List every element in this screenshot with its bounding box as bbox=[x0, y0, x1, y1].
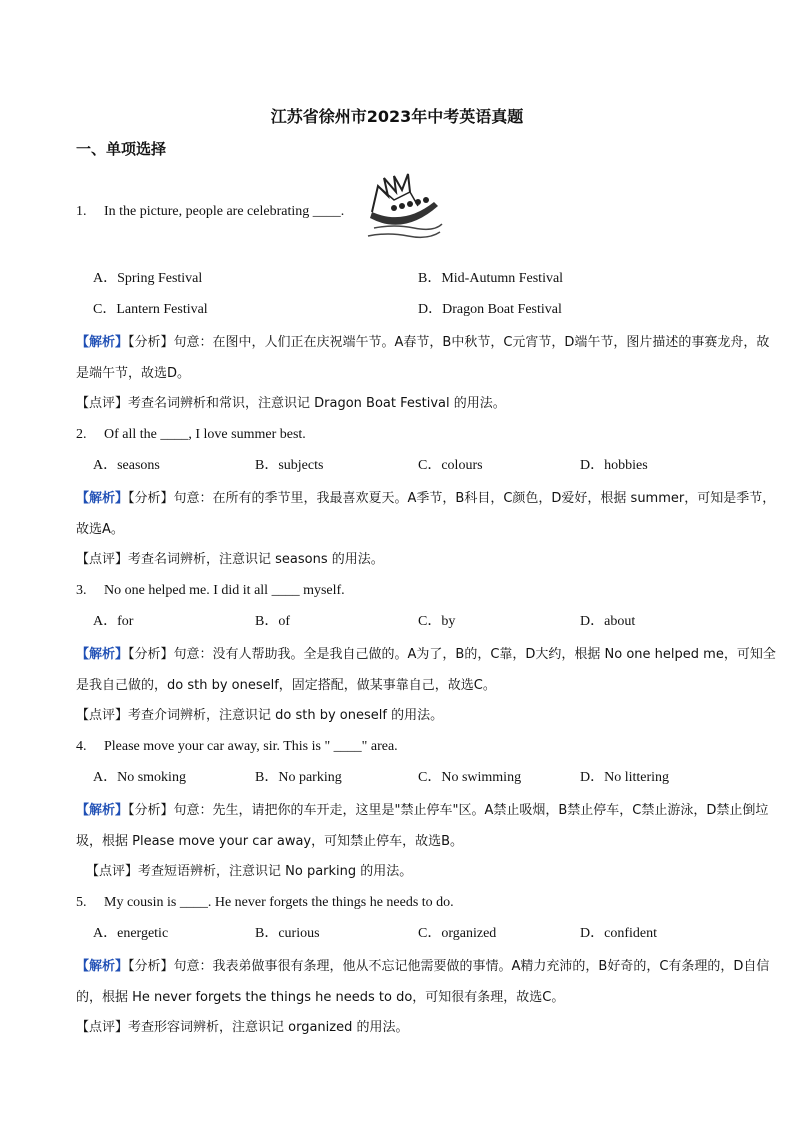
analysis-text: 【分析】句意：在所有的季节里，我最喜欢夏天。A季节，B科目，C颜色，D爱好，根据 summer，可知是季节，故选A。 bbox=[76, 491, 776, 537]
question-1-stem bbox=[76, 203, 344, 221]
option-b: B．subjects bbox=[255, 458, 324, 473]
option-d: D．No littering bbox=[580, 770, 670, 785]
question-text: No one helped me. I did it all ____ myself. bbox=[104, 583, 345, 598]
question-4-stem bbox=[76, 738, 398, 756]
question-number: 4. bbox=[76, 739, 87, 754]
question-number: 2. bbox=[76, 427, 87, 442]
option-b: B．No parking bbox=[255, 770, 342, 785]
analysis-text: 【分析】句意：我表弟做事很有条理，他从不忘记他需要做的事情。A精力充沛的，B好奇的，C有条理的，D自信的，根据 He never forgets the things he needs to do，可知很有条理，故选C。 bbox=[76, 959, 770, 1005]
question-3-stem bbox=[76, 582, 345, 600]
question-2-stem bbox=[76, 426, 306, 444]
comment-3 bbox=[76, 707, 443, 725]
analysis-tag: 【解析】 bbox=[76, 647, 129, 662]
comment-tag: 【点评】 bbox=[76, 708, 129, 723]
option-c: C．by bbox=[418, 614, 456, 629]
question-text: My cousin is ____. He never forgets the things he needs to do. bbox=[104, 895, 454, 910]
option-c: C．No swimming bbox=[418, 770, 522, 785]
option-c: C．organized bbox=[418, 926, 497, 941]
analysis-text: 【分析】句意：在图中，人们正在庆祝端午节。A春节，B中秋节，C元宵节，D端午节，图片描述的事赛龙舟，故是端午节，故选D。 bbox=[76, 335, 770, 381]
analysis-tag: 【解析】 bbox=[76, 959, 129, 974]
question-text: Please move your car away, sir. This is " ____" area. bbox=[104, 739, 398, 754]
option-d: D．Dragon Boat Festival bbox=[418, 302, 562, 317]
section-heading: 一、单项选择 bbox=[76, 140, 167, 158]
analysis-text: 【分析】句意：先生，请把你的车开走，这里是"禁止停车"区。A禁止吸烟，B禁止停车，C禁止游泳，D禁止倒垃圾，根据 Please move your car away，可知禁止停车，故选B。 bbox=[76, 803, 769, 849]
question-number: 5. bbox=[76, 895, 87, 910]
comment-text: 考查形容词辨析，注意识记 organized 的用法。 bbox=[128, 1020, 409, 1035]
option-d: D．confident bbox=[580, 926, 657, 941]
comment-tag: 【点评】 bbox=[86, 864, 139, 879]
option-b: B．Mid-Autumn Festival bbox=[418, 271, 564, 286]
question-number: 1. bbox=[76, 204, 87, 219]
analysis-5 bbox=[76, 951, 776, 1013]
option-a: A．energetic bbox=[93, 926, 169, 941]
comment-text: 考查介词辨析，注意识记 do sth by oneself 的用法。 bbox=[128, 708, 444, 723]
option-a: A．No smoking bbox=[93, 770, 186, 785]
comment-2 bbox=[76, 551, 384, 569]
analysis-1 bbox=[76, 327, 776, 389]
dragon-boat-picture bbox=[364, 166, 444, 246]
comment-text: 考查短语辨析，注意识记 No parking 的用法。 bbox=[138, 864, 413, 879]
comment-text: 考查名词辨析和常识，注意识记 Dragon Boat Festival 的用法。 bbox=[128, 396, 506, 411]
comment-tag: 【点评】 bbox=[76, 552, 129, 567]
question-text: In the picture, people are celebrating ____. bbox=[104, 204, 345, 219]
analysis-3 bbox=[76, 639, 776, 701]
option-a: A．seasons bbox=[93, 458, 160, 473]
question-text: Of all the ____, I love summer best. bbox=[104, 427, 306, 442]
analysis-4 bbox=[76, 795, 776, 857]
option-c: C．Lantern Festival bbox=[93, 302, 208, 317]
option-c: C．colours bbox=[418, 458, 483, 473]
analysis-tag: 【解析】 bbox=[76, 335, 129, 350]
comment-1 bbox=[76, 395, 506, 413]
page-title: 江苏省徐州市2023年中考英语真题 bbox=[270, 107, 524, 126]
comment-tag: 【点评】 bbox=[76, 1020, 129, 1035]
option-b: B．of bbox=[255, 614, 290, 629]
comment-4 bbox=[86, 863, 412, 881]
comment-5 bbox=[76, 1019, 409, 1037]
option-d: D．about bbox=[580, 614, 636, 629]
analysis-tag: 【解析】 bbox=[76, 491, 129, 506]
analysis-text: 【分析】句意：没有人帮助我。全是我自己做的。A为了，B的，C靠，D大约，根据 No one helped me，可知全是我自己做的，do sth by oneself，固定搭配，做某事靠自己，故选C。 bbox=[76, 647, 776, 693]
question-5-stem bbox=[76, 894, 454, 912]
comment-tag: 【点评】 bbox=[76, 396, 129, 411]
analysis-tag: 【解析】 bbox=[76, 803, 129, 818]
question-number: 3. bbox=[76, 583, 87, 598]
option-b: B．curious bbox=[255, 926, 320, 941]
comment-text: 考查名词辨析，注意识记 seasons 的用法。 bbox=[128, 552, 384, 567]
analysis-2 bbox=[76, 483, 776, 545]
option-d: D．hobbies bbox=[580, 458, 648, 473]
option-a: A．Spring Festival bbox=[93, 271, 203, 286]
option-a: A．for bbox=[93, 614, 134, 629]
